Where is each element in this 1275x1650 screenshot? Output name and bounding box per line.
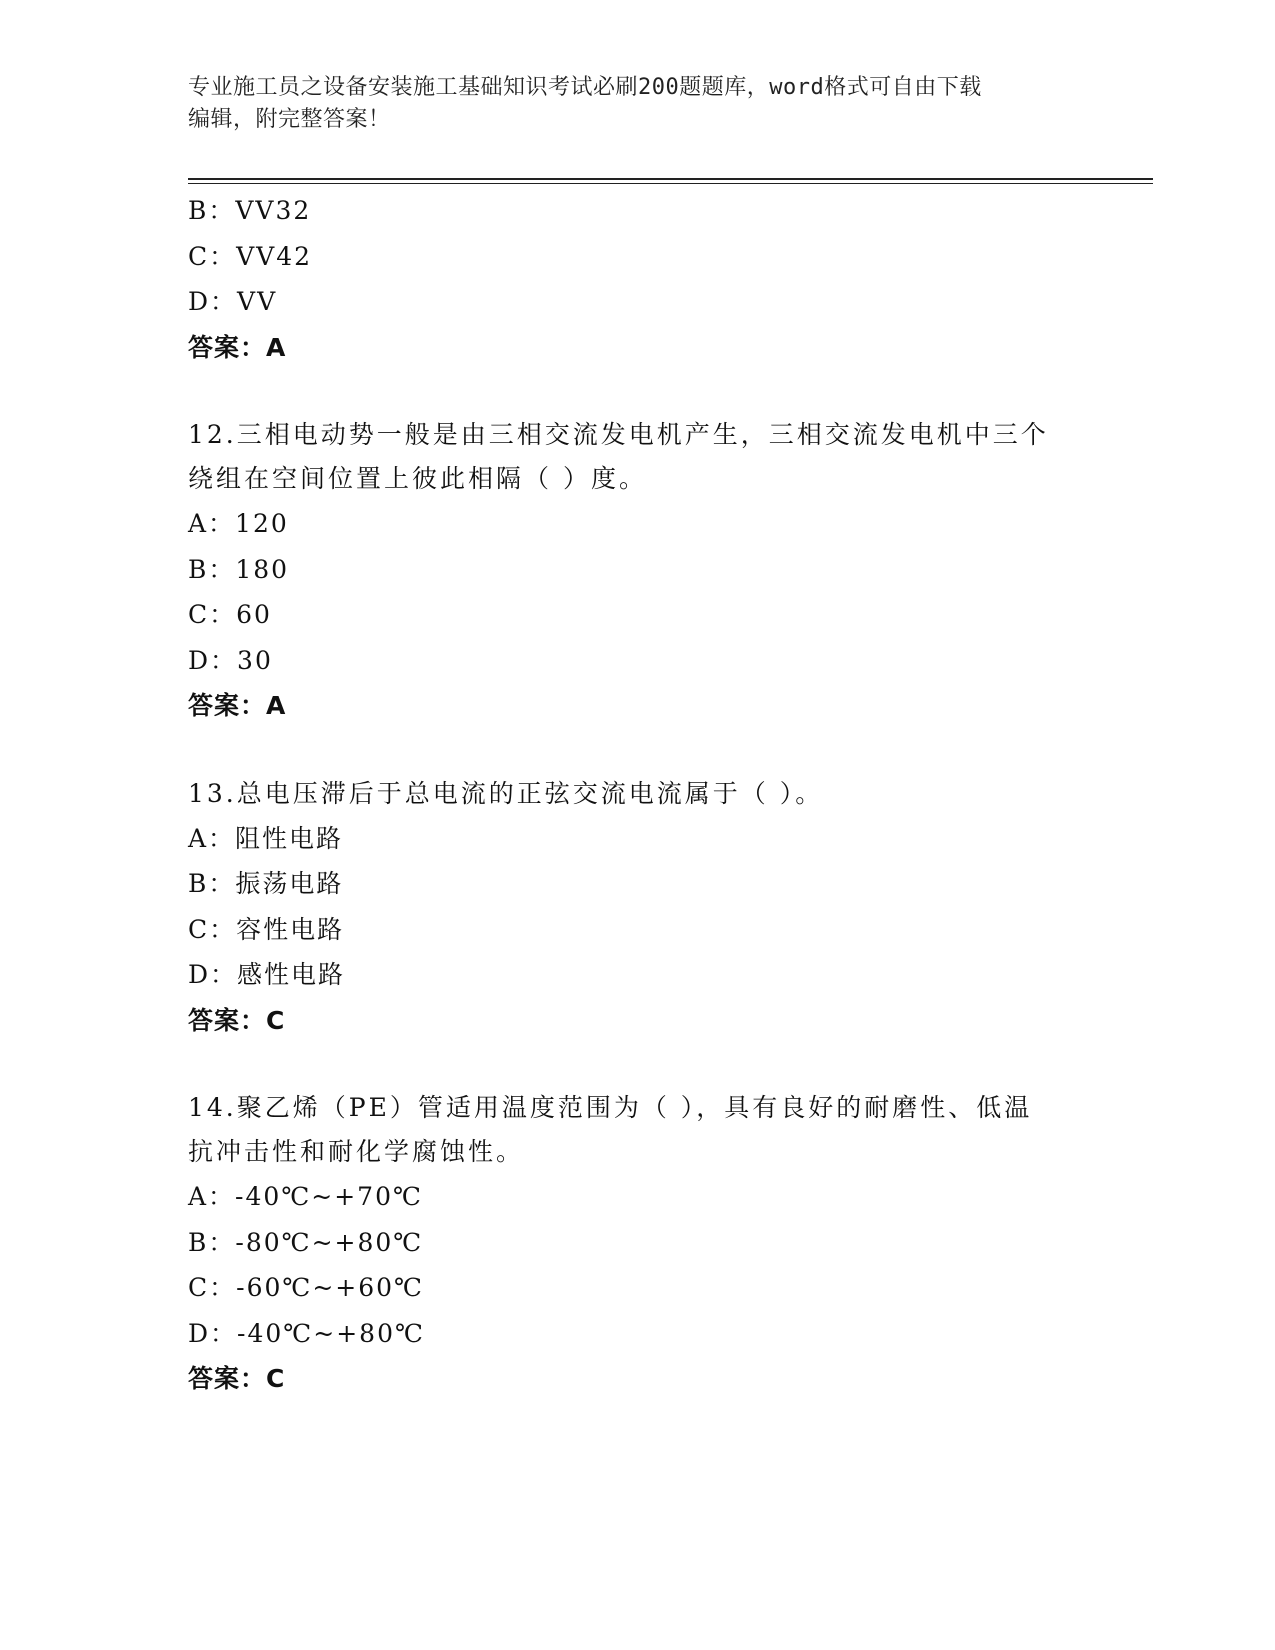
answer: 答案：C [188,1005,286,1035]
option: D：30 [188,645,273,675]
page-header [188,72,1068,136]
option: C：-60℃~+60℃ [188,1273,425,1302]
option: B：180 [188,554,290,584]
carry-over-block [188,188,1088,370]
answer: 答案：C [188,1364,286,1393]
option: C：VV42 [188,241,313,271]
option: C：60 [188,600,272,629]
option: C：容性电路 [188,914,345,944]
question-14 [188,1086,1088,1402]
question-text: 绕组在空间位置上彼此相隔（ ）度。 [188,464,647,493]
option: B：VV32 [188,196,312,225]
option: A：阻性电路 [188,823,344,853]
option: D：感性电路 [188,960,346,989]
question-text: 14.聚乙烯（PE）管适用温度范围为（ ），具有良好的耐磨性、低温 [188,1093,1033,1122]
header-line-1: 专业施工员之设备安装施工基础知识考试必刷200题题库，word格式可自由下载 [188,75,982,100]
option: D：-40℃~+80℃ [188,1318,425,1348]
header-rule-thin [188,183,1153,184]
option: A：-40℃~+70℃ [188,1182,423,1211]
answer: 答案：A [188,332,287,362]
question-text: 13.总电压滞后于总电流的正弦交流电流属于（ ）。 [188,778,824,808]
option: D：VV [188,287,278,316]
option: A：120 [188,509,289,538]
header-line-2: 编辑，附完整答案！ [188,107,391,132]
option: B：振荡电路 [188,869,344,898]
question-12 [188,413,1088,729]
header-rule-thick [188,178,1153,180]
question-list [188,188,1088,1402]
question-13 [188,772,1088,1044]
question-text: 12.三相电动势一般是由三相交流发电机产生，三相交流发电机中三个 [188,420,1049,449]
answer: 答案：A [188,691,287,720]
question-text: 抗冲击性和耐化学腐蚀性。 [188,1137,525,1166]
option: B：-80℃~+80℃ [188,1227,424,1257]
